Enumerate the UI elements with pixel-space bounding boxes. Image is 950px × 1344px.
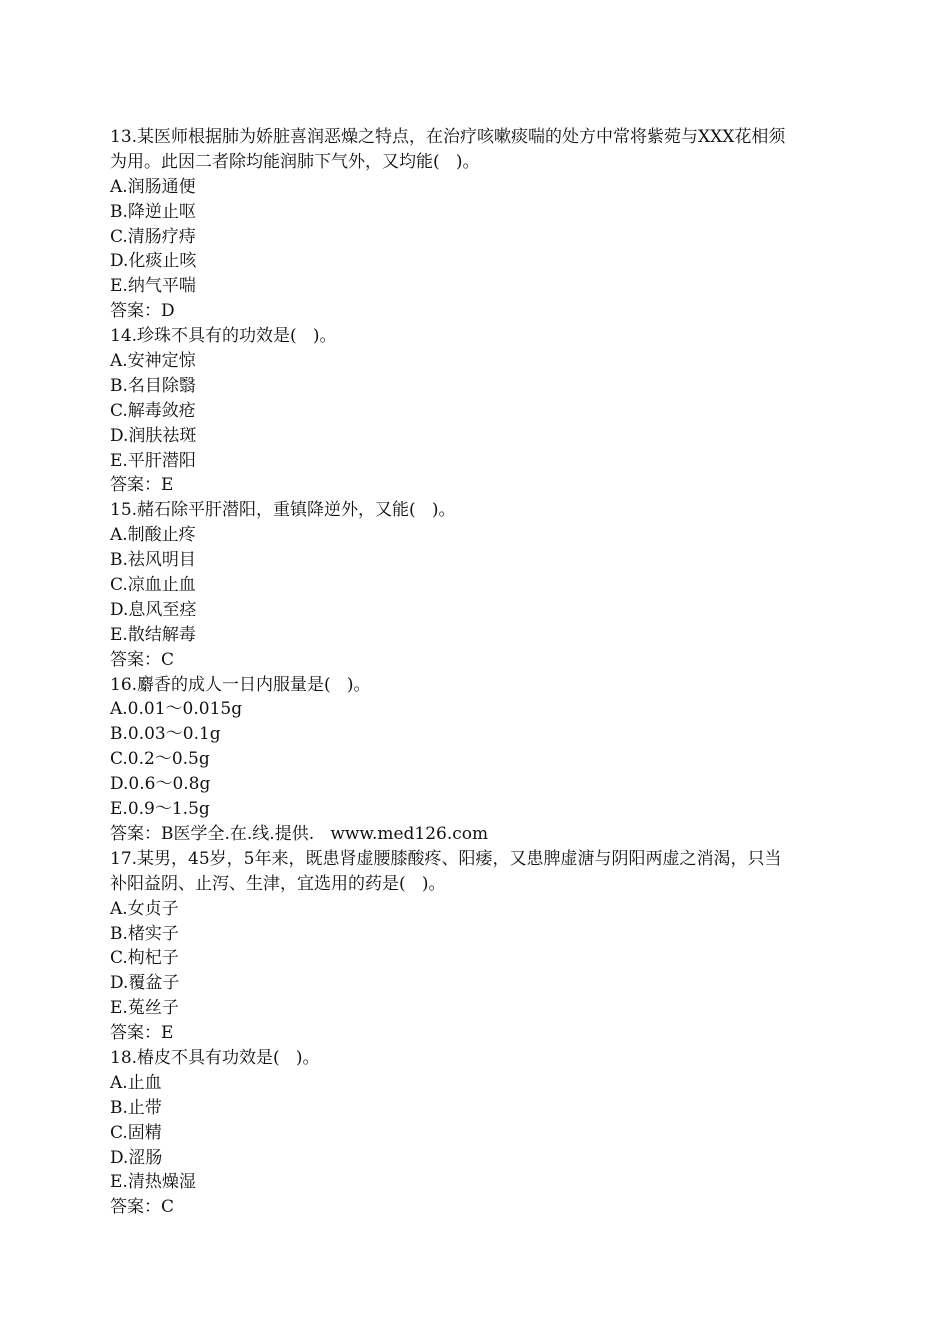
answer: 答案：D [110,301,175,322]
answer: 答案：C [110,1197,175,1218]
question-16 [110,673,890,847]
option-d: D.涩肠 [110,1147,163,1168]
option-a: A.安神定惊 [110,351,196,372]
option-b: B.降逆止呕 [110,201,196,222]
question-text: 13.某医师根据肺为娇脏喜润恶燥之特点，在治疗咳嗽痰喘的处方中常将紫菀与XXX花相须 [110,127,786,147]
option-e: E.清热燥湿 [110,1172,196,1193]
option-c: C.枸杞子 [110,948,179,969]
question-17 [110,847,890,1046]
option-d: D.息风至痉 [110,599,197,620]
question-text: 18.椿皮不具有功效是( )。 [110,1047,320,1068]
option-e: E.散结解毒 [110,624,196,645]
option-d: D.化痰止咳 [110,251,197,272]
option-a: A.制酸止疼 [110,525,196,546]
question-14 [110,324,890,498]
option-b: B.止带 [110,1097,162,1118]
option-a: A.0.01～0.015g [110,699,243,720]
option-d: D.0.6～0.8g [110,774,211,795]
option-e: E.0.9～1.5g [110,799,210,820]
option-e: E.平肝潜阳 [110,450,196,471]
answer: 答案：E [110,1023,174,1044]
option-c: C.固精 [110,1122,162,1143]
option-b: B.名目除翳 [110,375,196,396]
option-b: B.楮实子 [110,923,179,944]
option-c: C.解毒敛疮 [110,400,196,421]
option-a: A.女贞子 [110,898,179,919]
option-d: D.润肤祛斑 [110,425,197,446]
answer: 答案：B医学全.在.线.提供. www.med126.com [110,823,489,844]
answer: 答案：C [110,649,175,670]
option-c: C.0.2～0.5g [110,749,210,770]
question-text: 15.赭石除平肝潜阳，重镇降逆外，又能( )。 [110,500,456,521]
question-13 [110,125,890,324]
question-text: 17.某男，45岁，5年来，既患肾虚腰膝酸疼、阳痿，又患脾虚溏与阴阳两虚之消渴，只当 [110,848,782,869]
option-e: E.菟丝子 [110,998,179,1019]
option-e: E.纳气平喘 [110,276,196,297]
question-18 [110,1046,890,1220]
question-15 [110,498,890,672]
answer: 答案：E [110,475,174,496]
question-text-continued: 为用。此因二者除均能润肺下气外，又均能( )。 [110,151,480,172]
option-a: A.润肠通便 [110,176,196,197]
option-b: B.祛风明目 [110,550,196,571]
question-text: 14.珍珠不具有的功效是( )。 [110,326,337,347]
option-b: B.0.03～0.1g [110,724,221,745]
option-c: C.凉血止血 [110,575,196,596]
option-a: A.止血 [110,1072,162,1093]
option-d: D.覆盆子 [110,973,180,994]
document-body [110,125,890,1220]
question-text: 16.麝香的成人一日内服量是( )。 [110,674,371,695]
question-text-continued: 补阳益阴、止泻、生津，宜选用的药是( )。 [110,873,446,894]
option-c: C.清肠疗痔 [110,226,196,247]
